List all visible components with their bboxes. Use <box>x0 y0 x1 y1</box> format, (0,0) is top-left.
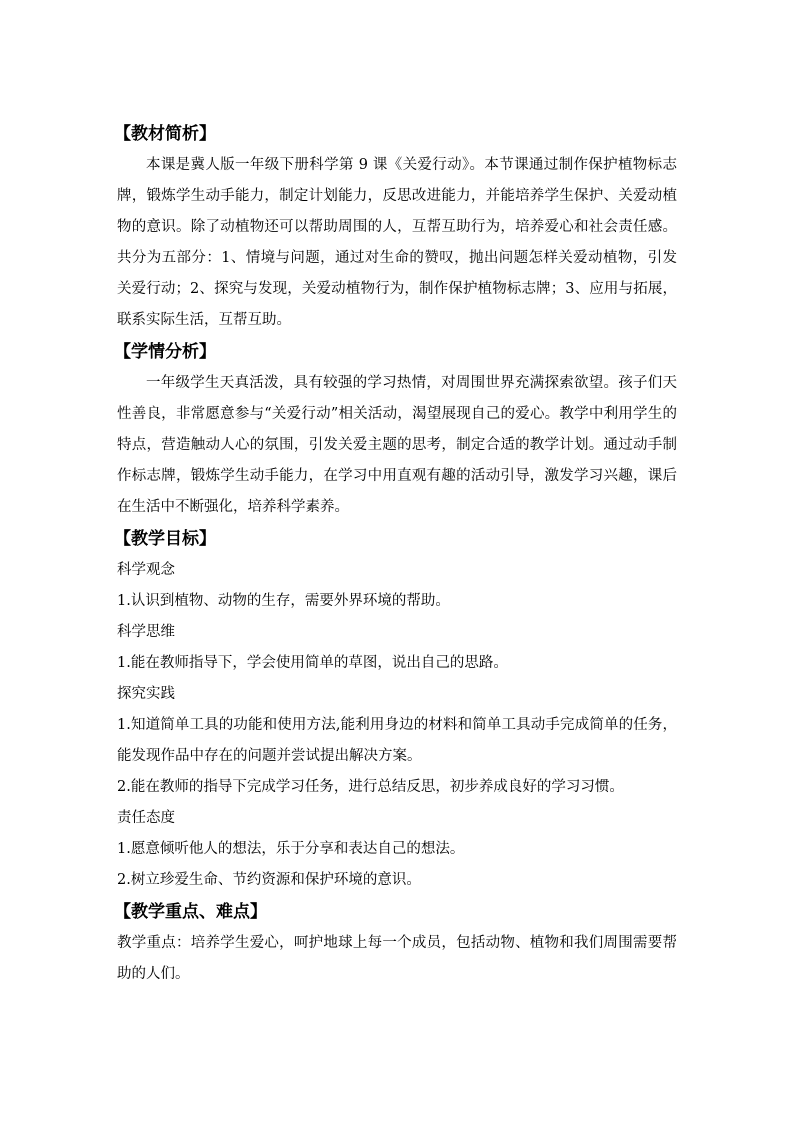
heading-student-analysis: 【学情分析】 <box>114 342 216 362</box>
heading-teaching-goals: 【教学目标】 <box>114 529 216 549</box>
goal-practice-title: 探究实践 <box>117 686 175 702</box>
goal-concept-title: 科学观念 <box>117 562 175 578</box>
teaching-focus-paragraph: 教学重点：培养学生爱心，呵护地球上每一个成员，包括动物、植物和我们周围需要帮助的人们。 <box>117 935 677 982</box>
goal-attitude-item-1: 1.愿意倾听他人的想法，乐于分享和表达自己的想法。 <box>117 841 465 857</box>
document-content <box>114 118 677 990</box>
heading-key-difficult-points: 【教学重点、难点】 <box>114 902 267 922</box>
goal-concept-item-1: 1.认识到植物、动物的生存，需要外界环境的帮助。 <box>117 593 450 609</box>
goal-practice-item-2: 2.能在教师的指导下完成学习任务，进行总结反思，初步养成良好的学习习惯。 <box>117 779 624 795</box>
goal-practice-item-1: 1.知道简单工具的功能和使用方法,能利用身边的材料和简单工具动手完成简单的任务，能发现作品中存在的问题并尝试提出解决方案。 <box>117 717 677 764</box>
goal-thinking-item-1: 1.能在教师指导下，学会使用简单的草图，说出自己的思路。 <box>117 655 508 671</box>
goal-attitude-item-2: 2.树立珍爱生命、节约资源和保护环境的意识。 <box>117 872 421 888</box>
goal-thinking-title: 科学思维 <box>117 624 175 640</box>
goal-attitude-title: 责任态度 <box>117 810 175 826</box>
student-analysis-paragraph: 一年级学生天真活泼，具有较强的学习热情，对周围世界充满探索欲望。孩子们天性善良，非常愿意参与“关爱行动”相关活动，渴望展现自己的爱心。教学中利用学生的特点，营造触动人心的氛围，引发关爱主题的思考，制定合适的教学计划。通过动手制作标志牌，锻炼学生动手能力，在学习中用直观有趣的活动引导，激发学习兴趣，课后在生活中不断强化，培养科学素养。 <box>117 375 677 515</box>
heading-textbook-analysis: 【教材简析】 <box>114 124 216 144</box>
textbook-analysis-paragraph: 本课是冀人版一年级下册科学第 9 课《关爱行动》。本节课通过制作保护植物标志牌，锻炼学生动手能力，制定计划能力，反思改进能力，并能培养学生保护、关爱动植物的意识。除了动植物还可以帮助周围的人，互帮互助行为，培养爱心和社会责任感。共分为五部分：1、情境与问题，通过对生命的赞叹，抛出问题怎样关爱动植物，引发关爱行动；2、探究与发现，关爱动植物行为，制作保护植物标志牌；3、应用与拓展，联系实际生活，互帮互助。 <box>117 157 677 328</box>
